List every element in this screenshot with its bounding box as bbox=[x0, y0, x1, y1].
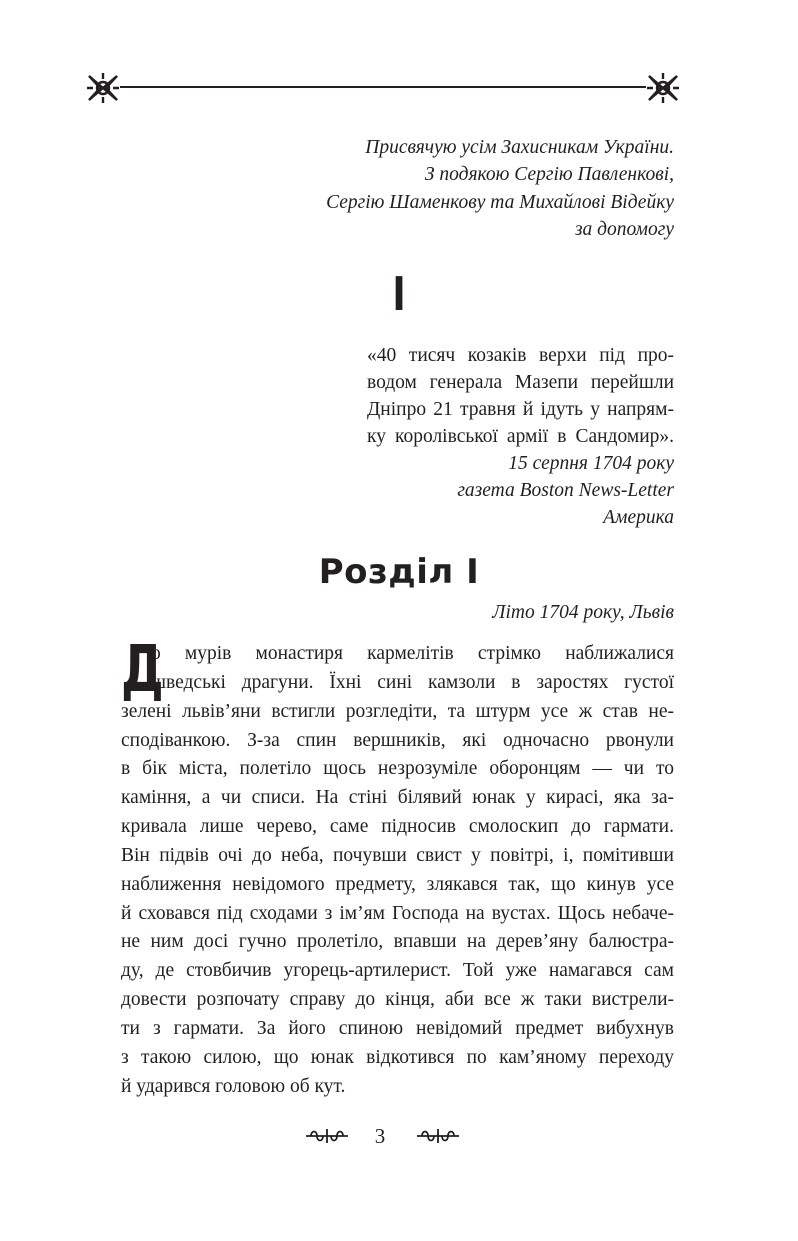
epigraph-source-line: Америка bbox=[603, 507, 674, 528]
body-line: наближення невідомого предмету, злякався так, що кинув усе bbox=[121, 873, 674, 895]
dedication-line: Сергію Шаменкову та Михайлові Відейку bbox=[326, 191, 674, 213]
page-header bbox=[86, 72, 680, 104]
body-line: й ударився головою об кут. bbox=[121, 1075, 346, 1097]
body-line: й сховався під сходами з ім’ям Господа на вустах. Щось небаче- bbox=[121, 902, 674, 924]
body-line: о мурів монастиря кармелітів стрімко наближалися bbox=[151, 643, 674, 664]
body-line: з такою силою, що юнак відкотився по кам’яному переходу bbox=[121, 1046, 674, 1068]
page-footer bbox=[0, 1122, 798, 1150]
body-text bbox=[121, 633, 674, 1102]
epigraph-source-line: 15 серпня 1704 року bbox=[508, 453, 674, 474]
body-line: ти з гармати. За його спиною невідомий предмет вибухнув bbox=[121, 1017, 674, 1039]
epigraph-quote bbox=[367, 342, 674, 450]
epigraph-source-line: газета Boston News-Letter bbox=[457, 480, 674, 501]
body-line: каміння, а чи списи. На стіні білявий юнак у кирасі, яка за- bbox=[121, 787, 674, 809]
body-line: не ним досі гучно пролетіло, впавши на дерев’яну балюстра- bbox=[121, 931, 674, 953]
epigraph-line: «40 тисяч козаків верхи під про- bbox=[367, 345, 674, 366]
epigraph-line: ку королівської армії в Сандомир». bbox=[367, 426, 674, 447]
scroll-flourish-icon bbox=[305, 1126, 349, 1146]
header-rule bbox=[120, 86, 646, 88]
interlace-knot-icon bbox=[646, 72, 680, 104]
body-line: Він підвів очі до неба, почувши свист у повітрі, і, помітивши bbox=[121, 844, 674, 866]
part-numeral: I bbox=[392, 267, 406, 321]
body-line: довести розпочату справу до кінця, аби все ж таки вистрели- bbox=[121, 989, 674, 1011]
interlace-knot-icon bbox=[86, 72, 120, 104]
scroll-flourish-icon bbox=[416, 1126, 460, 1146]
body-line: сподіванкою. З-за спин вершників, які одночасно рвонули bbox=[121, 729, 674, 751]
drop-cap: Д bbox=[121, 633, 164, 707]
dedication bbox=[254, 134, 674, 243]
dedication-line: З подякою Сергію Павленкові, bbox=[424, 164, 674, 186]
chapter-title: Розділ I bbox=[318, 552, 480, 592]
body-line: в бік міста, полетіло щось незрозуміле оборонцям — чи то bbox=[121, 758, 674, 780]
body-line: шведські драгуни. Їхні сині камзоли в заростях густої bbox=[151, 671, 674, 693]
page-number: 3 bbox=[374, 1124, 386, 1148]
body-line: ду, де стовбичив угорець-артилерист. Той уже намагався сам bbox=[121, 960, 674, 982]
body-line: кривала лише черево, саме підносив смолоскип до гармати. bbox=[121, 816, 674, 838]
body-line: зелені львів’яни встигли розгледіти, та штурм усе ж став не- bbox=[121, 700, 674, 722]
epigraph bbox=[367, 342, 674, 531]
place-date: Літо 1704 року, Львів bbox=[492, 602, 674, 623]
epigraph-line: водом генерала Мазепи перейшли bbox=[367, 372, 674, 393]
dedication-line: Присвячую усім Захисникам України. bbox=[365, 137, 674, 158]
epigraph-source bbox=[367, 450, 674, 531]
dedication-line: за допомогу bbox=[574, 218, 674, 240]
epigraph-line: Дніпро 21 травня й ідуть у напрям- bbox=[367, 399, 674, 420]
